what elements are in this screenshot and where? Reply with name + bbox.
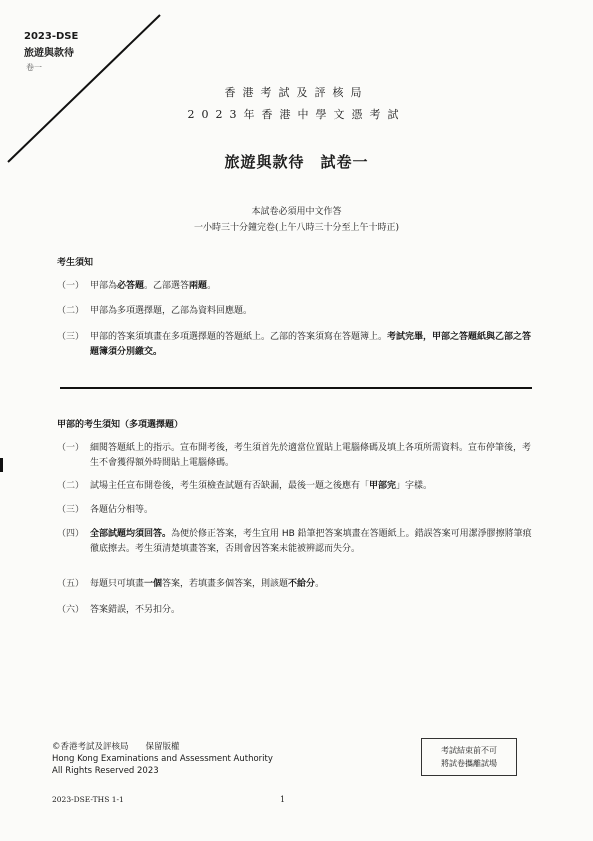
section-a-instruction-item xyxy=(57,503,537,518)
item-number: （三） xyxy=(57,332,85,342)
language-instruction: 本試卷必須用中文作答 xyxy=(251,207,342,217)
item-text xyxy=(90,527,537,557)
section-divider xyxy=(60,387,532,389)
item-number: （一） xyxy=(57,443,85,453)
footer-code: 2023-DSE-THS 1-1 xyxy=(52,795,124,804)
general-instructions-heading: 考生須知 xyxy=(57,258,94,268)
section-a-instruction-item xyxy=(57,441,537,471)
plain-text: 甲部的答案須填畫在多項選擇題的答題紙上。乙部的答案須寫在答題簿上。 xyxy=(90,332,388,342)
plain-text: 。 xyxy=(207,281,217,291)
emphasis-text: 一個 xyxy=(144,579,163,589)
emphasis-text: 甲部完 xyxy=(369,481,397,491)
general-instruction-item xyxy=(57,330,537,360)
general-instruction-item xyxy=(57,304,537,319)
item-text xyxy=(90,603,537,618)
emphasis-text: 兩題 xyxy=(189,281,208,291)
item-text xyxy=(90,304,537,319)
plain-text: 為便於修正答案，考生宜用 HB 鉛筆把答案填畫在答題紙上。錯誤答案可用潔淨膠擦將筆痕徹底擦去。考生須清楚填畫答案，否則會因答案未能被辨認而失分。 xyxy=(90,529,532,554)
paper-title: 旅遊與款待 試卷一 xyxy=(224,153,369,171)
plain-text: 答案，若填畫多個答案，則該題 xyxy=(162,579,289,589)
section-a-heading: 甲部的考生須知（多項選擇題） xyxy=(57,420,184,430)
item-text xyxy=(90,279,537,294)
item-number: （六） xyxy=(57,605,85,615)
section-a-instruction-item xyxy=(57,527,537,557)
take-away-notice-box xyxy=(421,738,517,776)
plain-text: 。 xyxy=(315,579,325,589)
authority-name: 香港考試及評核局 xyxy=(224,86,369,99)
plain-text: 細閱答題紙上的指示。宣布開考後，考生須首先於適當位置貼上電腦條碼及填上各項所需資料。宣布停筆後，考生不會獲得額外時間貼上電腦條碼。 xyxy=(90,443,532,468)
plain-text: 甲部為 xyxy=(90,281,118,291)
item-number: （四） xyxy=(57,529,85,539)
notice-line: 考試結束前不可 xyxy=(441,746,497,755)
paper-label: 卷一 xyxy=(26,63,42,72)
copyright-line: All Rights Reserved 2023 xyxy=(52,766,159,776)
item-number: （一） xyxy=(57,281,85,291)
item-number: （二） xyxy=(57,481,85,491)
plain-text: 甲部為多項選擇題，乙部為資料回應題。 xyxy=(90,306,253,316)
plain-text: 試場主任宣布開卷後，考生須檢查試題有否缺漏，最後一題之後應有「 xyxy=(90,481,370,491)
emphasis-text: 必答題 xyxy=(117,281,145,291)
page-number: 1 xyxy=(280,795,286,804)
item-text xyxy=(90,577,537,592)
notice-line: 將試卷攜離試場 xyxy=(441,759,497,768)
item-text xyxy=(90,503,537,518)
copyright-line: Hong Kong Examinations and Assessment Authority xyxy=(52,754,273,764)
item-number: （二） xyxy=(57,306,85,316)
item-number: （五） xyxy=(57,579,85,589)
section-a-instruction-item xyxy=(57,479,537,494)
emphasis-text: 全部試題均須回答。 xyxy=(90,529,172,539)
plain-text: 答案錯誤，不另扣分。 xyxy=(90,605,181,615)
margin-mark xyxy=(0,458,3,472)
general-instruction-item xyxy=(57,279,537,294)
plain-text: 」字樣。 xyxy=(396,481,433,491)
item-text xyxy=(90,330,537,360)
paper-code: 2023-DSE xyxy=(24,31,79,42)
plain-text: 各題佔分相等。 xyxy=(90,505,154,515)
subject-name: 旅遊與款待 xyxy=(24,48,74,59)
item-text xyxy=(90,479,537,494)
copyright-line: ©香港考試及評核局 保留版權 xyxy=(52,742,180,752)
item-text xyxy=(90,441,537,471)
exam-title: 2023年香港中學文憑考試 xyxy=(187,108,406,121)
plain-text: 每題只可填畫 xyxy=(90,579,145,589)
emphasis-text: 不給分 xyxy=(288,579,316,589)
emphasis-text: 考試完畢，甲部之答題紙與乙部之答題簿須分別繳交。 xyxy=(90,332,532,357)
section-a-instruction-item xyxy=(57,603,537,618)
time-instruction: 一小時三十分鐘完卷(上午八時三十分至上午十時正) xyxy=(193,223,400,233)
section-a-instruction-item xyxy=(57,577,537,592)
item-number: （三） xyxy=(57,505,85,515)
copyright-block xyxy=(52,741,273,777)
plain-text: 。乙部選答 xyxy=(144,281,190,291)
